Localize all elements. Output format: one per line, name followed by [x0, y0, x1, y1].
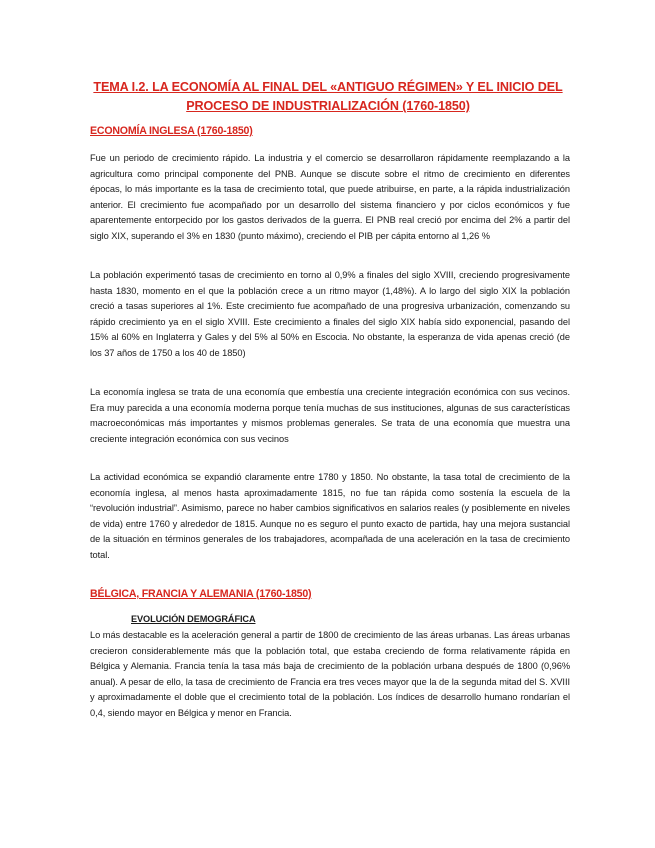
paragraph: La población experimentó tasas de crecimiento en torno al 0,9% a finales del siglo XVIII, creciendo progresivamente hasta 1830, momento en el que la población crece a un ritmo mayor (1,48%). A lo largo del siglo XIX la población creció a tasas superiores al 1%. Este crecimiento fue acompañado de una progresiva urbanización, comenzando su rápido crecimiento ya en el siglo XVIII. Este crecimiento a finales del siglo XIX había sido exponencial, pasando del 15% al 60% en Inglaterra y Gales y del 5% al 50% en Escocia. No obstante, la esperanza de vida apenas creció (de los 37 años de 1750 a los 40 de 1850) [90, 270, 570, 358]
paragraph: Lo más destacable es la aceleración general a partir de 1800 de crecimiento de las áreas urbanas. Las áreas urbanas crecieron considerablemente más que la población total, que estaba creciendo de forma relativamente rápida en Bélgica y Alemania. Francia tenía la tasa más baja de crecimiento de la población urbana después de 1800 (0,96% anual). A pesar de ello, la tasa de crecimiento de Francia era tres veces mayor que la de la segunda mitad del S. XVIII y aproximadamente el doble que el crecimiento total de la población. Los índices de desarrollo humano rondarían el 0,4, siendo mayor en Bélgica y menor en Francia. [90, 630, 570, 718]
document-title: TEMA I.2. LA ECONOMÍA AL FINAL DEL «ANTIGUO RÉGIMEN» Y EL INICIO DEL PROCESO DE INDUSTRIALIZACIÓN (1760-1850) [93, 80, 563, 113]
paragraph: La economía inglesa se trata de una economía que embestía una creciente integración económica con sus vecinos. Era muy parecida a una economía moderna porque tenía muchas de sus instituciones, algunas de sus características macroeconómicas más importantes y mismos problemas generales. Se trata de una economía que muestra una creciente integración económica con sus vecinos [90, 387, 570, 444]
paragraph: Fue un periodo de crecimiento rápido. La industria y el comercio se desarrollaron rápidamente reemplazando a la agricultura como principal componente del PNB. Aunque se discute sobre el ritmo de crecimiento en diferentes épocas, lo más importante es la tasa de crecimiento total, que puede atribuirse, en parte, a la rápida industrialización anterior. El crecimiento fue acompañado por un desarrollo del sistema financiero y por ciclos económicos y fue aparentemente entorpecido por los gastos derivados de la guerra. El PNB real creció por encima del 2% a partir del siglo XIX, superando el 3% en 1830 (punto máximo), creciendo el PIB per cápita entorno al 1,26 % [90, 153, 570, 241]
subsection-heading-demography: EVOLUCIÓN DEMOGRÁFICA [131, 614, 256, 624]
paragraph: La actividad económica se expandió claramente entre 1780 y 1850. No obstante, la tasa total de crecimiento de la economía inglesa, al menos hasta aproximadamente 1815, no fue tan rápida como sostenía la escuela de la “revolución industrial”. Asimismo, parece no haber cambios significativos en salarios reales (y posiblemente en niveles de vida) entre 1760 y alrededor de 1815. Aunque no es seguro el punto exacto de partida, hay una mejora sustancial de la situación en términos generales de los trabajadores, acompañada de una aceleración en la tasa de crecimiento total. [90, 472, 570, 560]
section-heading-england: ECONOMÍA INGLESA (1760-1850) [90, 125, 253, 137]
section-heading-belgium-france-germany: BÉLGICA, FRANCIA Y ALEMANIA (1760-1850) [90, 588, 312, 600]
